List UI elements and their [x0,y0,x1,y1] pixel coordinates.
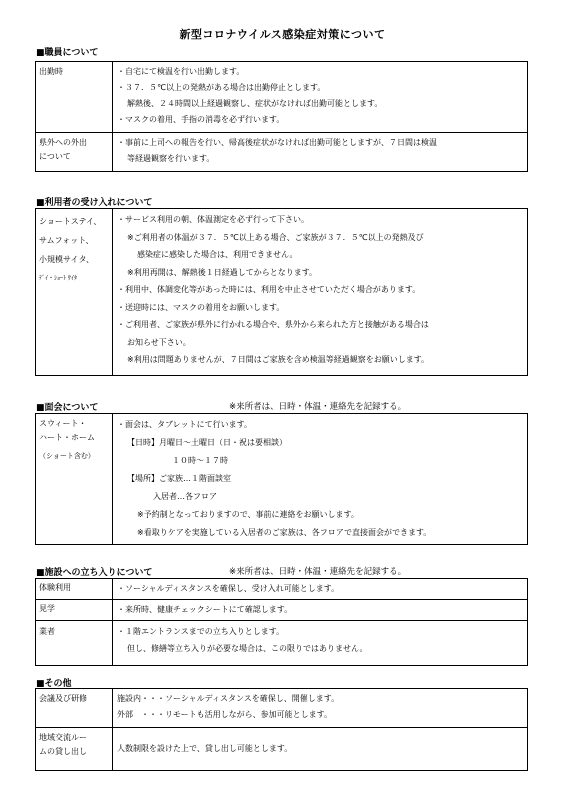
row-content: ・ソーシャルディスタンスを確保し、受け入れ可能とします。 [113,579,528,600]
table-row [36,62,528,133]
row-label: ショートステイ、 サムフォット、 小規模サイタ、 ﾃﾞｲ・ｼｮｰﾄ ｻｲﾀ [36,209,113,376]
table-row [36,728,528,771]
row-content: 施設内・・・ソーシャルディスタンスを確保し、開催します。 外部 ・・・リモートも活用しながら、参加可能とします。 [113,689,528,728]
facility-table [35,578,528,666]
section-heading-users: ■利用者の受け入れについて [36,198,153,208]
row-label: 会議及び研修 [36,689,113,728]
row-content: 人数制限を設けた上で、貸し出し可能とします。 [113,728,528,771]
visits-table [35,413,528,545]
row-content: ・来所時、健康チェックシートにて確認します。 [113,600,528,621]
other-table [35,688,528,771]
section-heading-visits: ■面会について ※来所者は、日時・体温・連絡先を記録する。 [36,402,407,413]
table-row [36,689,528,728]
section-heading-staff: ■職員について [36,48,99,58]
section-heading-facility: ■施設への立ち入りについて ※来所者は、日時・体温・連絡先を記録する。 [36,567,407,578]
users-table [35,208,528,376]
table-row [36,133,528,172]
row-label: スウィート・ ハート・ホーム （ショート含む） [36,414,113,545]
row-label: 地域交流ルー ムの貸し出し [36,728,113,771]
row-label: 業者 [36,621,113,666]
row-label: 県外への外出 について [36,133,113,172]
row-label: 出勤時 [36,62,113,133]
table-row [36,579,528,600]
row-content: ・サービス利用の朝、体温測定を必ず行って下さい。 ※ご利用者の体温が３７．５℃以上ある場合、ご家族が３７．５℃以上の発熱及び 感染症に感染した場合は、利用できません。 ※利用再開は、解熱後１日経過してからとなります。 ・利用中、体調変化等があった時には、利用を中止させていただく場合があります。 ・送迎時には、マスクの着用をお願いします。 ・ご利用者、ご家族が県外に行かれる場合や、県外から来られた方と接触がある場合は お知らせ下さい。 ※利用は問題ありませんが、７日間はご家族を含め検温等経過観察をお願いします。 [113,209,528,376]
table-row [36,621,528,666]
staff-table [35,61,528,172]
row-label: 見学 [36,600,113,621]
row-content: ・自宅にて検温を行い出勤します。 ・３７．５℃以上の発熱がある場合は出勤停止とします。 解熱後、２４時間以上経過観察し、症状がなければ出勤可能とします。 ・マスクの着用、手指の消毒を必ず行います。 [113,62,528,133]
table-row [36,414,528,545]
facility-note: ※来所者は、日時・体温・連絡先を記録する。 [229,567,407,577]
row-content: ・事前に上司への報告を行い、帰高後症状がなければ出勤可能としますが、７日間は検温 等経過観察を行います。 [113,133,528,172]
row-content: ・１階エントランスまでの立ち入りとします。 但し、修繕等立ち入りが必要な場合は、この限りではありません。 [113,621,528,666]
visits-note: ※来所者は、日時・体温・連絡先を記録する。 [229,402,407,412]
row-content: ・面会は、タブレットにて行います。 【日時】月曜日～土曜日（日・祝は要相談） １０時～１７時 【場所】ご家族…１階面談室 入居者…各フロア ※予約制となっておりますので、事前に連絡をお願いします。 ※看取りケアを実施している入居者のご家族は、各フロアで直接面会ができます。 [113,414,528,545]
section-heading-other: ■その他 [36,679,72,689]
table-row [36,209,528,376]
row-label: 体験利用 [36,579,113,600]
table-row [36,600,528,621]
document-title: 新型コロナウイルス感染症対策について [179,28,386,41]
